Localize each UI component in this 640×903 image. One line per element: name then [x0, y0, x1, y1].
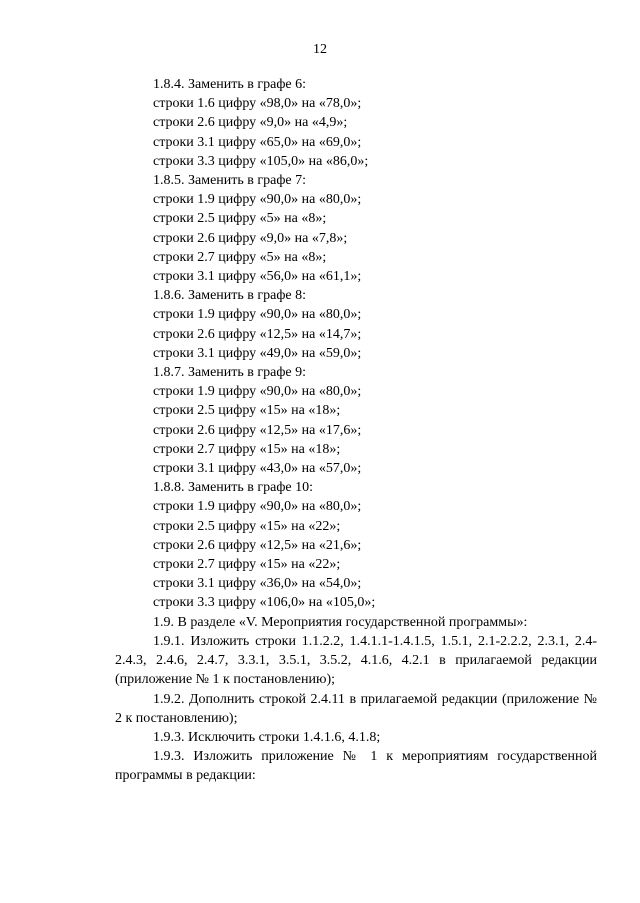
text-line: 1.8.6. Заменить в графе 8:: [153, 288, 307, 304]
text-line: 1.9. В разделе «V. Мероприятия государственной программы»:: [153, 614, 528, 630]
text-line: строки 1.9 цифру «90,0» на «80,0»;: [153, 192, 362, 208]
text-line: строки 3.3 цифру «105,0» на «86,0»;: [153, 153, 369, 169]
text-line: строки 2.6 цифру «12,5» на «17,6»;: [153, 422, 362, 438]
text-line: строки 3.1 цифру «65,0» на «69,0»;: [153, 134, 362, 150]
text-line: строки 2.5 цифру «15» на «18»;: [153, 403, 341, 419]
paragraph-1-9-3-appendix: 1.9.3. Изложить приложение № 1 к мероприятиям государственной программы в редакции:: [115, 749, 597, 784]
text-line: строки 3.1 цифру «56,0» на «61,1»;: [153, 269, 362, 285]
text-line: строки 1.6 цифру «98,0» на «78,0»;: [153, 96, 362, 112]
text-line: строки 2.5 цифру «15» на «22»;: [153, 518, 341, 534]
paragraph-1-9-3-exclude: 1.9.3. Исключить строки 1.4.1.6, 4.1.8;: [153, 729, 381, 745]
text-line: строки 3.3 цифру «106,0» на «105,0»;: [153, 595, 376, 611]
text-line: строки 1.9 цифру «90,0» на «80,0»;: [153, 307, 362, 323]
text-line: строки 2.7 цифру «5» на «8»;: [153, 249, 327, 265]
text-line: 1.8.5. Заменить в графе 7:: [153, 173, 307, 189]
text-line: строки 1.9 цифру «90,0» на «80,0»;: [153, 384, 362, 400]
text-line: строки 3.1 цифру «36,0» на «54,0»;: [153, 576, 362, 592]
text-line: строки 1.9 цифру «90,0» на «80,0»;: [153, 499, 362, 515]
text-line: строки 2.5 цифру «5» на «8»;: [153, 211, 327, 227]
paragraph-1-9-2: 1.9.2. Дополнить строкой 2.4.11 в прилагаемой редакции (приложение № 2 к постановлению);: [115, 691, 597, 726]
text-line: 1.8.4. Заменить в графе 6:: [153, 77, 307, 92]
text-line: строки 2.6 цифру «12,5» на «21,6»;: [153, 537, 362, 553]
document-body: [115, 75, 597, 786]
text-line: строки 3.1 цифру «49,0» на «59,0»;: [153, 345, 362, 361]
text-line: 1.8.8. Заменить в графе 10:: [153, 480, 314, 496]
page-number: 12: [313, 42, 327, 57]
text-line: строки 2.7 цифру «15» на «22»;: [153, 557, 341, 573]
text-line: строки 2.6 цифру «12,5» на «14,7»;: [153, 326, 362, 342]
text-line: строки 3.1 цифру «43,0» на «57,0»;: [153, 461, 362, 477]
text-line: строки 2.6 цифру «9,0» на «4,9»;: [153, 115, 348, 131]
text-line: строки 2.6 цифру «9,0» на «7,8»;: [153, 230, 348, 246]
paragraph-1-9-1: 1.9.1. Изложить строки 1.1.2.2, 1.4.1.1-1.4.1.5, 1.5.1, 2.1-2.2.2, 2.3.1, 2.4-2.4.3, 2.4.6, 2.4.7, 3.3.1, 3.5.1, 3.5.2, 4.1.6, 4.2.1 в прилагаемой редакции (приложение № 1 к постановлению);: [115, 633, 597, 688]
text-line: строки 2.7 цифру «15» на «18»;: [153, 441, 341, 457]
text-line: 1.8.7. Заменить в графе 9:: [153, 365, 307, 381]
